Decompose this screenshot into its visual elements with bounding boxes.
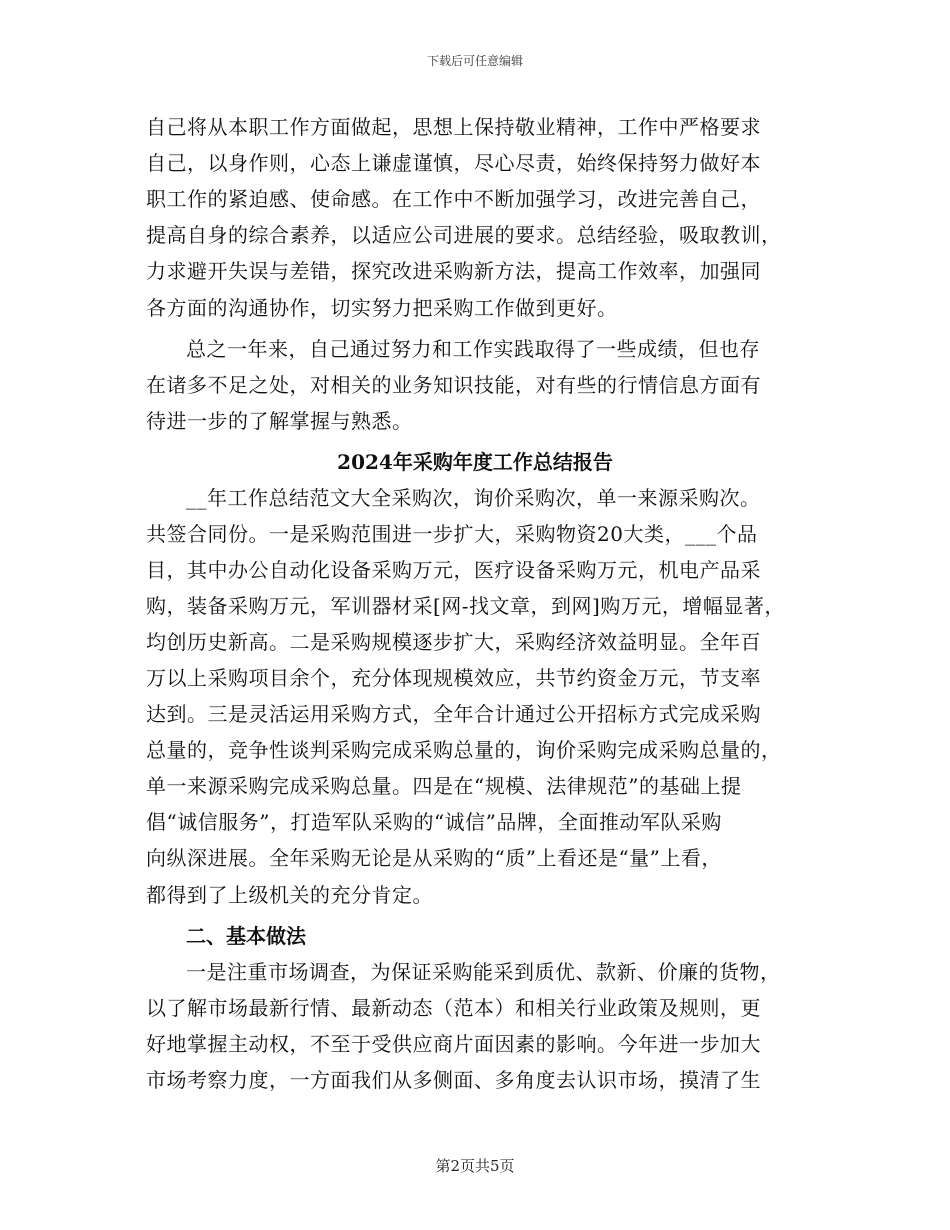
- page-number: 第2页共5页: [435, 1157, 515, 1175]
- text-line: 共签合同份。一是采购范围进一步扩大，采购物资20大类，___个品: [146, 522, 758, 546]
- section-title: 2024年采购年度工作总结报告: [337, 450, 613, 474]
- text-line: 一是注重市场调查，为保证采购能采到质优、款新、价廉的货物，: [186, 960, 781, 984]
- text-line: 各方面的沟通协作，切实努力把采购工作做到更好。: [146, 296, 618, 320]
- text-line: 达到。三是灵活运用采购方式，全年合计通过公开招标方式完成采购: [146, 702, 761, 726]
- text-line: 市场考察力度，一方面我们从多侧面、多角度去认识市场，摸清了生: [146, 1068, 761, 1092]
- text-line: 均创历史新高。二是采购规模逐步扩大，采购经济效益明显。全年百: [146, 630, 761, 654]
- text-line: 职工作的紧迫感、使命感。在工作中不断加强学习，改进完善自己，: [146, 187, 761, 211]
- text-line: 倡“诚信服务”，打造军队采购的“诚信”品牌，全面推动军队采购: [146, 810, 722, 834]
- text-line: 以了解市场最新行情、最新动态（范本）和相关行业政策及规则，更: [146, 996, 761, 1020]
- text-line: 购，装备采购万元，军训器材采[网-找文章，到网]购万元，增幅显著，: [146, 594, 785, 618]
- text-line: 在诸多不足之处，对相关的业务知识技能，对有些的行情信息方面有: [146, 373, 761, 397]
- text-line: 总量的，竞争性谈判采购完成采购总量的，询价采购完成采购总量的，: [146, 738, 782, 762]
- text-line: 提高自身的综合素养，以适应公司进展的要求。总结经验，吸取教训，: [146, 223, 782, 247]
- text-line: 向纵深进展。全年采购无论是从采购的“质”上看还是“量”上看，: [146, 846, 722, 870]
- text-line: __年工作总结范文大全采购次，询价采购次，单一来源采购次。: [186, 486, 761, 510]
- text-line: 自己将从本职工作方面做起，思想上保持敬业精神，工作中严格要求: [146, 115, 761, 139]
- text-line: 目，其中办公自动化设备采购万元，医疗设备采购万元，机电产品采: [146, 558, 761, 582]
- text-line: 待进一步的了解掌握与熟悉。: [146, 409, 413, 433]
- text-line: 万以上采购项目余个，充分体现规模效应，共节约资金万元，节支率: [146, 666, 761, 690]
- text-line: 都得到了上级机关的充分肯定。: [146, 883, 433, 907]
- text-line: 总之一年来，自己通过努力和工作实践取得了一些成绩，但也存: [186, 337, 760, 361]
- page-header-note: 下载后可任意编辑: [426, 54, 523, 68]
- text-line: 自己，以身作则，心态上谦虚谨慎，尽心尽责，始终保持努力做好本: [146, 151, 761, 175]
- text-line: 好地掌握主动权，不至于受供应商片面因素的影响。今年进一步加大: [146, 1032, 761, 1056]
- text-line: 力求避开失误与差错，探究改进采购新方法，提高工作效率，加强同: [146, 259, 761, 283]
- text-line: 单一来源采购完成采购总量。四是在“规模、法律规范”的基础上提: [146, 774, 742, 798]
- section-heading: 二、基本做法: [186, 924, 306, 948]
